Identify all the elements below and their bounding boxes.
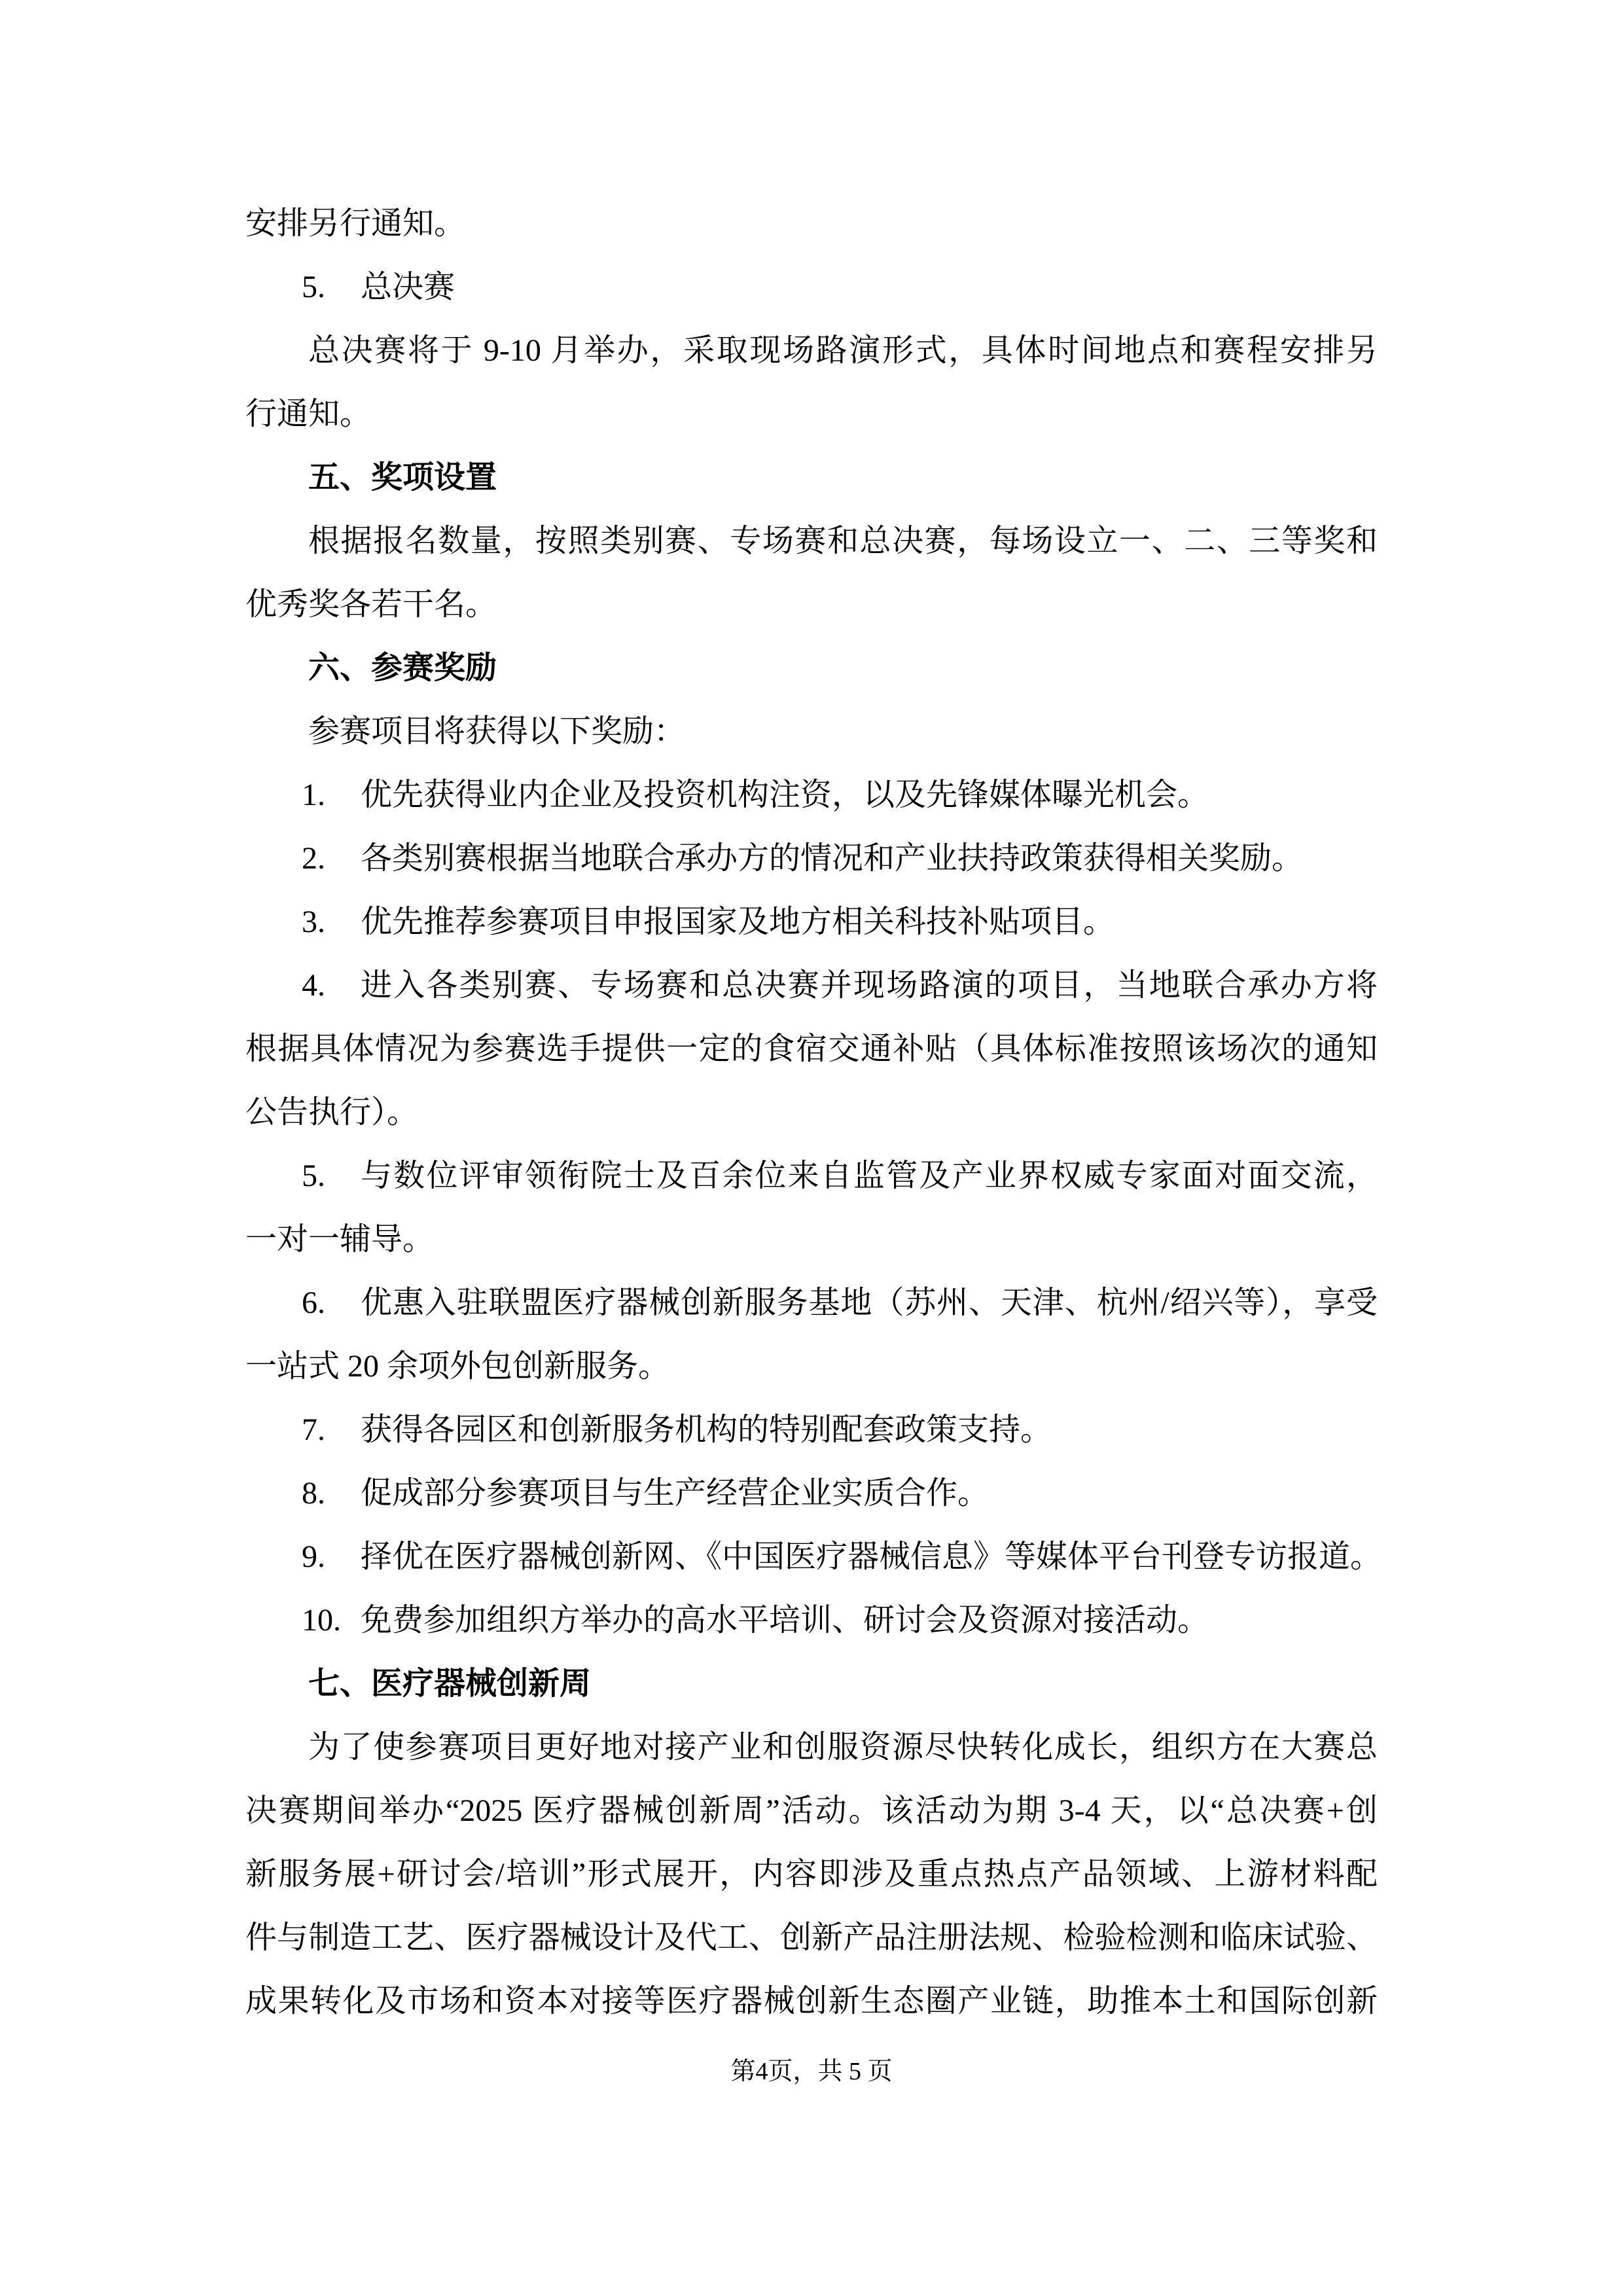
section-heading: 六、参赛奖励	[308, 651, 497, 685]
list-item-text: 总决赛	[361, 270, 455, 304]
paragraph-line: 决赛期间举办“2025 医疗器械创新周”活动。该活动为期 3-4 天，以“总决赛+创	[245, 1793, 1378, 1828]
list-item-text: 择优在医疗器械创新网、《中国医疗器械信息》等媒体平台刊登专访报道。	[361, 1539, 1382, 1574]
list-item-text: 与数位评审领衔院士及百余位来自监管及产业界权威专家面对面交流，	[361, 1158, 1378, 1193]
list-item-number: 6.	[302, 1285, 325, 1320]
paragraph-line: 根据具体情况为参赛选手提供一定的食宿交通补贴（具体标准按照该场次的通知	[245, 1031, 1378, 1066]
list-item	[245, 954, 1378, 1017]
list-item-number: 7.	[302, 1412, 325, 1447]
list-item-number: 5.	[302, 270, 325, 304]
paragraph-line: 新服务展+研讨会/培训”形式展开，内容即涉及重点热点产品领域、上游材料配	[245, 1857, 1378, 1892]
list-item	[245, 763, 1378, 827]
paragraph-line: 件与制造工艺、医疗器械设计及代工、创新产品注册法规、检验检测和临床试验、	[245, 1920, 1378, 1955]
list-item-text: 优先推荐参赛项目申报国家及地方相关科技补贴项目。	[361, 905, 1115, 939]
paragraph-line: 为了使参赛项目更好地对接产业和创服资源尽快转化成长，组织方在大赛总	[308, 1730, 1378, 1765]
paragraph-line: 一对一辅导。	[245, 1222, 435, 1257]
list-item	[245, 1144, 1378, 1208]
list-item	[245, 1462, 1378, 1525]
paragraph-line: 一站式 20 余项外包创新服务。	[245, 1349, 670, 1384]
list-item	[245, 1398, 1378, 1462]
list-item	[245, 1525, 1382, 1588]
list-item-number: 8.	[302, 1476, 325, 1511]
list-item-number: 9.	[302, 1539, 325, 1574]
list-item-text: 促成部分参赛项目与生产经营企业实质合作。	[361, 1476, 990, 1511]
list-item-text: 各类别赛根据当地联合承办方的情况和产业扶持政策获得相关奖励。	[361, 841, 1304, 876]
paragraph-line: 成果转化及市场和资本对接等医疗器械创新生态圈产业链，助推本土和国际创新	[245, 1984, 1378, 2018]
list-item	[245, 1271, 1378, 1335]
list-item-number: 1.	[302, 778, 325, 812]
section-heading: 五、奖项设置	[308, 460, 497, 495]
section-heading: 七、医疗器械创新周	[308, 1666, 592, 1701]
paragraph-line: 优秀奖各若干名。	[245, 587, 497, 622]
paragraph-line: 公告执行）。	[245, 1095, 419, 1130]
list-item-text: 免费参加组织方举办的高水平培训、研讨会及资源对接活动。	[361, 1603, 1209, 1638]
list-item-text: 优先获得业内企业及投资机构注资，以及先锋媒体曝光机会。	[361, 778, 1209, 812]
list-item-number: 3.	[302, 905, 325, 939]
list-item	[245, 255, 1378, 319]
list-item	[245, 827, 1378, 890]
list-item-text: 进入各类别赛、专场赛和总决赛并现场路演的项目，当地联合承办方将	[361, 968, 1378, 1003]
list-item-number: 5.	[302, 1158, 325, 1193]
page-footer: 第4页，共 5 页	[730, 2058, 893, 2085]
paragraph-line: 总决赛将于 9-10 月举办，采取现场路演形式，具体时间地点和赛程安排另	[308, 333, 1378, 368]
paragraph-line: 行通知。	[245, 397, 372, 431]
list-item	[245, 890, 1378, 954]
list-item-number: 4.	[302, 968, 325, 1003]
document-body	[245, 192, 1382, 2033]
list-item-text: 优惠入驻联盟医疗器械创新服务基地（苏州、天津、杭州/绍兴等），享受	[361, 1285, 1378, 1320]
paragraph-line: 根据报名数量，按照类别赛、专场赛和总决赛，每场设立一、二、三等奖和	[308, 524, 1378, 558]
list-item-number: 10.	[302, 1603, 341, 1638]
paragraph-line: 参赛项目将获得以下奖励：	[308, 714, 686, 749]
paragraph-line: 安排另行通知。	[245, 206, 466, 241]
list-item	[245, 1588, 1378, 1652]
list-item-number: 2.	[302, 841, 325, 876]
list-item-text: 获得各园区和创新服务机构的特别配套政策支持。	[361, 1412, 1052, 1447]
